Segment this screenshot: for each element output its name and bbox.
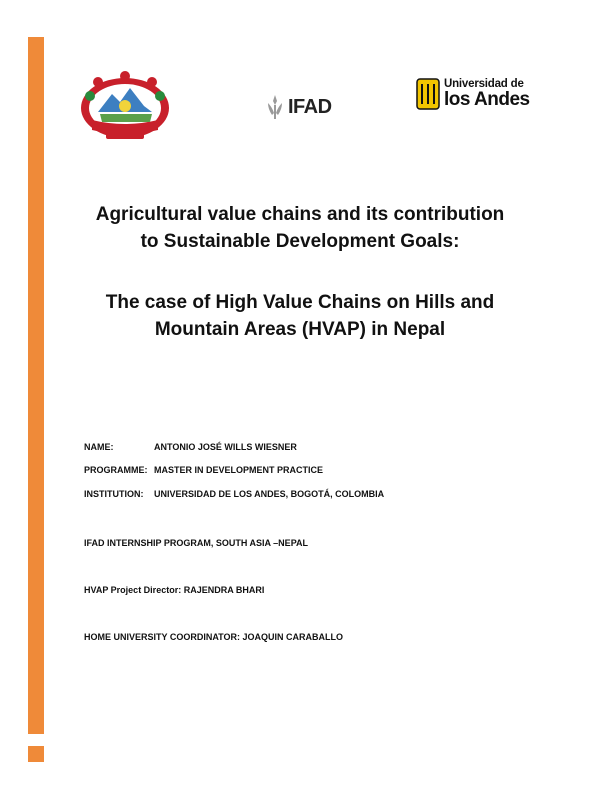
ifad-mark-icon [264, 93, 286, 121]
uniandes-logo [416, 78, 530, 110]
name-value: ANTONIO JOSÉ WILLS WIESNER [154, 442, 297, 452]
internship-line: IFAD INTERNSHIP PROGRAM, SOUTH ASIA –NEPAL [84, 538, 309, 548]
ifad-logo-text: IFAD [288, 95, 332, 118]
uniandes-logo-line1: Universidad de [444, 77, 524, 90]
institution-label: INSTITUTION: [84, 489, 144, 499]
programme-row [84, 465, 324, 475]
orange-side-bar [28, 37, 44, 734]
uniandes-seal-icon [416, 78, 440, 110]
ifad-logo [264, 92, 332, 122]
document-subtitle [60, 289, 540, 343]
programme-label: PROGRAMME: [84, 465, 148, 475]
programme-value: MASTER IN DEVELOPMENT PRACTICE [154, 465, 324, 475]
uniandes-logo-line2: los Andes [444, 89, 530, 111]
document-title [60, 201, 540, 255]
title-line-2: to Sustainable Development Goals: [140, 231, 460, 252]
title-line-1: Agricultural value chains and its contribution [95, 204, 505, 225]
subtitle-line-2: Mountain Areas (HVAP) in Nepal [154, 319, 446, 340]
name-label: NAME: [84, 442, 114, 452]
orange-side-square [28, 746, 44, 762]
institution-row [84, 489, 385, 499]
subtitle-line-1: The case of High Value Chains on Hills and [105, 292, 495, 313]
institution-value: UNIVERSIDAD DE LOS ANDES, BOGOTÁ, COLOMBIA [154, 489, 385, 499]
coordinator-line: HOME UNIVERSITY COORDINATOR: JOAQUIN CARABALLO [84, 632, 344, 642]
nepal-coat-of-arms-icon [78, 70, 173, 142]
name-row [84, 442, 297, 452]
project-director-line: HVAP Project Director: RAJENDRA BHARI [84, 585, 265, 595]
